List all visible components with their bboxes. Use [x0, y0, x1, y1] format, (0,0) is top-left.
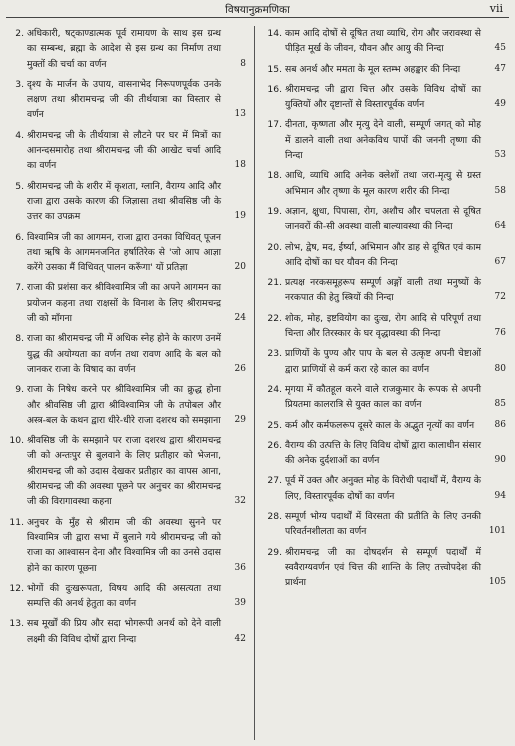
- entry-number: 24.: [267, 383, 282, 395]
- right-column: [262, 26, 506, 596]
- entry-number: 11.: [9, 516, 24, 528]
- toc-entry: [262, 382, 506, 413]
- toc-entry: [4, 382, 246, 428]
- entry-text: प्रत्यक्ष नरकसमूहरूप सम्पूर्ण अङ्गों वाली तथा मनुष्यों के नरकपात की हेतु स्त्रियों की निन्दा: [285, 277, 481, 304]
- entry-page-number: 85: [494, 399, 506, 410]
- entry-page-number: 26: [234, 363, 246, 374]
- entry-number: 6.: [15, 231, 24, 243]
- entry-text: विश्वामित्र जी का आगमन, राजा द्वारा उनका विधिवत् पूजन तथा ऋषि के आगमनजनित हर्षातिरेक से 'जो आप आज्ञा करेंगे उसका मैं विधिवत् पालन करूँगा' यों प्रतिज्ञा: [27, 231, 221, 274]
- toc-entry: [262, 204, 506, 235]
- entry-number: 27.: [267, 475, 282, 487]
- entry-page-number: 29: [234, 414, 246, 425]
- toc-entry: [262, 438, 506, 469]
- entry-page-number: 53: [494, 150, 506, 161]
- toc-entry: [4, 230, 246, 276]
- entry-number: 10.: [9, 435, 24, 447]
- toc-entry: [4, 616, 246, 647]
- toc-entry: [262, 418, 506, 433]
- entry-text: प्राणियों के पुण्य और पाप के बल से उत्कृष्ट अपनी चेष्टाओं द्वारा प्राणियों से कर्म करा रहे काल का वर्णन: [285, 348, 481, 375]
- entry-text: अधिकारी, षट्काण्डात्मक पूर्व रामायण के साथ इस ग्रन्थ का सम्बन्ध, ब्रह्मा के आदेश से इस ग्रन्थ का निर्माण तथा मुक्तों की चर्चा का वर्णन: [27, 28, 221, 70]
- entry-text: आधि, व्याधि आदि अनेक क्लेशों तथा जरा-मृत्यु से ग्रस्त अभिमान और तृष्णा के मूल कारण शरीर की निन्दा: [285, 170, 481, 197]
- entry-page-number: 49: [494, 99, 506, 110]
- toc-entry: [4, 331, 246, 377]
- entry-text: श्रीरामचन्द्र जी द्वारा चित्त और उसके विविध दोषों का युक्तियों और दृष्टान्तों से विस्तारपूर्वक वर्णन: [285, 83, 481, 111]
- entry-text: श्रीवसिष्ठ जी के समझाने पर राजा दशरथ द्वारा श्रीरामचन्द्र जी को अन्तःपुर से बुलवाने के लिए प्रतीहार को भेजना, श्रीरामचन्द्र जी को उदास देखकर प्रतीहार का वापस आना, श्रीरामचन्द्र जी की अवस्था पूछने पर अनुचर का श्रीरामचन्द्र जी की विरागावस्था कहना: [27, 435, 221, 508]
- entry-page-number: 90: [494, 455, 506, 466]
- entry-text: सब मूर्खों की प्रिय और सदा भोगरूपी अनर्थ को देने वाली लक्ष्मी की विविध दोषों द्वारा निन्दा: [27, 618, 221, 645]
- entry-page-number: 36: [234, 562, 246, 573]
- toc-entry: [262, 62, 506, 77]
- entry-number: 14.: [267, 28, 282, 39]
- entry-text: श्रीरामचन्द्र जी के तीर्थयात्रा से लौटने पर घर में मित्रों का आनन्दसमारोह तथा श्रीरामचन्द्र जी की आखेट चर्चा आदि का वर्णन: [27, 129, 221, 172]
- entry-number: 25.: [267, 419, 282, 431]
- entry-number: 13.: [9, 618, 24, 630]
- toc-entry: [4, 280, 246, 326]
- entry-number: 9.: [15, 384, 24, 396]
- entry-text: दृश्य के मार्जन के उपाय, वासनाभेद निरूपणपूर्वक उनके लक्षण तथा श्रीरामचन्द्र जी की तीर्थयात्रा का विस्तार से वर्णन: [27, 78, 221, 121]
- entry-page-number: 58: [494, 185, 506, 196]
- entry-page-number: 76: [494, 328, 506, 339]
- header-rule: [6, 17, 509, 18]
- entry-number: 4.: [15, 129, 24, 141]
- entry-text: पूर्व में उक्त और अनुक्त मोह के विरोधी पदार्थों में, वैराग्य के लिए, विस्तारपूर्वक दोषों का वर्णन: [285, 475, 481, 502]
- entry-number: 23.: [267, 348, 282, 360]
- toc-entry: [262, 82, 506, 113]
- entry-page-number: 32: [234, 496, 246, 507]
- entry-page-number: 19: [234, 211, 246, 222]
- entry-page-number: 72: [494, 292, 506, 303]
- entry-number: 16.: [267, 83, 282, 95]
- entry-text: राजा का श्रीरामचन्द्र जी में अधिक स्नेह होने के कारण उनमें युद्ध की अयोग्यता का वर्णन तथा रावण आदि के बल को जानकर राजा के विषाद का वर्णन: [27, 333, 221, 375]
- entry-page-number: 42: [234, 633, 246, 644]
- toc-entry: [262, 311, 506, 342]
- entry-text: सब अनर्थ और ममता के मूल स्तम्भ अहङ्कार की निन्दा: [285, 63, 461, 75]
- entry-number: 28.: [267, 511, 282, 523]
- entry-number: 2.: [15, 28, 24, 39]
- entry-text: मृगया में कौतहूल करने वाले राजकुमार के रूपक से अपनी प्रियतमा कालरात्रि से युक्त काल का वर्णन: [285, 383, 481, 411]
- toc-entry: [262, 473, 506, 504]
- entry-number: 15.: [267, 63, 282, 75]
- entry-number: 3.: [15, 78, 24, 90]
- entry-text: शोक, मोह, इष्टवियोग का दुःख, रोग आदि से परिपूर्ण तथा चिन्ता और तिरस्कार के घर वृद्धावस्था की निन्दा: [285, 312, 481, 340]
- entry-text: अनुचर के मुँह से श्रीराम जी की अवस्था सुनने पर विश्वामित्र जी द्वारा सभा में बुलाने गये श्रीरामचन्द्र जी को राजा का आश्वासन देना और विश्वामित्र जी का उनसे उदास होने का कारण पूछना: [27, 516, 221, 574]
- toc-entry: [4, 179, 246, 225]
- toc-entry: [4, 128, 246, 174]
- entry-page-number: 86: [494, 419, 506, 430]
- entry-page-number: 101: [488, 526, 506, 537]
- entry-text: भोगों की दुःखरूपता, विषय आदि की असत्यता तथा सम्पत्ति की अनर्थ हेतुता का वर्णन: [27, 582, 221, 610]
- entry-page-number: 20: [234, 262, 246, 273]
- toc-entry: [262, 346, 506, 377]
- entry-text: काम आदि दोषों से दूषित तथा व्याधि, रोग और जरावस्था से पीड़ित मूर्ख के जीवन, यौवन और आयु की निन्दा: [285, 28, 481, 55]
- entry-number: 17.: [267, 119, 282, 131]
- toc-entry: [262, 240, 506, 271]
- entry-page-number: 80: [494, 363, 506, 374]
- toc-entry: [262, 26, 506, 57]
- entry-number: 8.: [15, 333, 24, 345]
- toc-entry: [262, 509, 506, 540]
- entry-number: 22.: [267, 312, 282, 324]
- entry-page-number: 105: [488, 577, 506, 588]
- entry-page-number: 8: [240, 58, 246, 69]
- entry-page-number: 13: [234, 109, 246, 120]
- entry-number: 29.: [267, 546, 282, 558]
- entry-number: 5.: [15, 180, 24, 192]
- entry-text: दीनता, कृष्णता और मृत्यु देने वाली, सम्पूर्ण जगत् को मोह में डालने वाली तथा अनेकविध पापों की जननी तृष्णा की निन्दा: [285, 119, 481, 162]
- entry-text: अज्ञान, क्षुधा, पिपासा, रोग, अशौच और चपलता से दूषित जानवरों की-सी अवस्था वाली बाल्यावस्था की निन्दा: [285, 205, 481, 233]
- toc-entry: [4, 581, 246, 612]
- entry-page-number: 67: [494, 256, 506, 267]
- entry-page-number: 24: [234, 313, 246, 324]
- entry-text: सम्पूर्ण भोग्य पदार्थों में विरसता की प्रतीति के लिए उनकी परिवर्तनशीलता का वर्णन: [285, 511, 481, 538]
- entry-number: 18.: [267, 170, 282, 182]
- entry-page-number: 94: [494, 490, 506, 501]
- entry-number: 21.: [267, 277, 282, 289]
- entry-number: 12.: [9, 582, 24, 594]
- entry-text: श्रीरामचन्द्र जी का दोषदर्शन से सम्पूर्ण पदार्थों में स्ववैराग्यवर्णन एवं चित्त की शान्ति के लिए तत्त्वोपदेश की प्रार्थना: [285, 546, 481, 589]
- entry-text: कर्म और कर्मफलरूप दूसरे काल के अद्भुत नृत्यों का वर्णन: [285, 419, 475, 431]
- entry-number: 7.: [15, 282, 24, 294]
- toc-entry: [262, 117, 506, 163]
- column-divider: [254, 26, 255, 740]
- entry-page-number: 64: [494, 221, 506, 232]
- entry-page-number: 39: [234, 598, 246, 609]
- toc-entry: [4, 433, 246, 509]
- entry-text: वैराग्य की उत्पत्ति के लिए विविध दोषों द्वारा कालाधीन संसार की अनेक दुर्दशाओं का वर्णन: [285, 439, 481, 467]
- entry-number: 26.: [267, 439, 282, 451]
- entry-number: 19.: [267, 205, 282, 217]
- toc-entry: [4, 26, 246, 72]
- left-column: [4, 26, 246, 652]
- page-number: vii: [489, 2, 503, 15]
- page-header: [0, 0, 515, 17]
- page-title: विषयानुक्रमणिका: [225, 4, 290, 16]
- toc-entry: [4, 515, 246, 576]
- entry-number: 20.: [267, 241, 282, 253]
- toc-entry: [4, 77, 246, 123]
- toc-entry: [262, 275, 506, 306]
- entry-text: लोभ, द्वेष, मद, ईर्ष्या, अभिमान और डाह से दूषित एवं काम आदि दोषों का घर यौवन की निन्दा: [285, 241, 481, 268]
- entry-page-number: 18: [234, 160, 246, 171]
- entry-text: श्रीरामचन्द्र जी के शरीर में कृशता, ग्लानि, वैराग्य आदि और राजा द्वारा उसके कारण की जिज्ञासा तथा श्रीवसिष्ठ जी के उत्तर का उपक्रम: [27, 180, 221, 223]
- toc-entry: [262, 545, 506, 591]
- entry-page-number: 45: [494, 43, 506, 54]
- entry-page-number: 47: [494, 63, 506, 74]
- toc-entry: [262, 168, 506, 199]
- entry-text: राजा की प्रशंसा कर श्रीविश्वामित्र जी का अपने आगमन का प्रयोजन कहना तथा राक्षसों के विनाश के लिए श्रीरामचन्द्र जी को माँगना: [27, 282, 221, 325]
- entry-text: राजा के निषेध करने पर श्रीविश्वामित्र जी का क्रुद्ध होना और श्रीवसिष्ठ जी द्वारा श्रीविश्वामित्र जी के तपोबल और अस्त्र-बल के कथन द्वारा धीरे-धीरे राजा दशरथ को समझाना: [27, 384, 221, 426]
